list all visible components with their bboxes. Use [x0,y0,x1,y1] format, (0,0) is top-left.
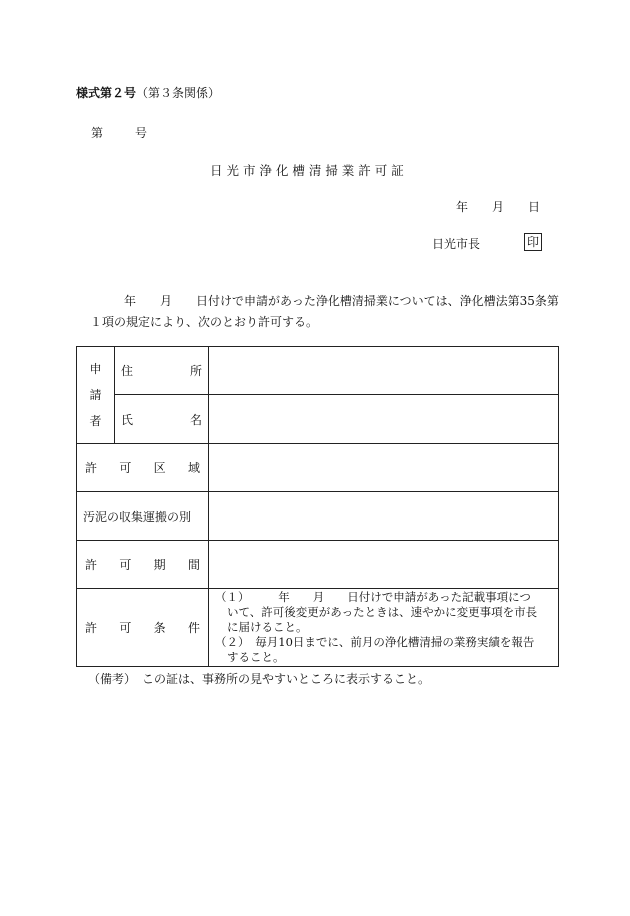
condition-1-line-2: いて、許可後変更があったときは、速やかに変更事項を市長 [227,605,538,619]
form-number: 様式第２号 [76,86,137,100]
number-suffix: 号 [135,126,148,140]
permit-period-label-2: 可 [119,558,132,572]
permit-area-label-3: 区 [153,461,166,475]
permit-conditions-label-4: 件 [187,621,200,635]
applicant-label-cell [77,347,115,444]
applicant-label-3: 者 [89,414,102,428]
permit-period-label-cell [77,541,209,589]
address-label-2: 所 [189,364,202,378]
name-label-cell [115,395,209,444]
permit-period-label-3: 期 [153,558,166,572]
form-header [76,84,220,101]
permit-area-field[interactable] [209,444,559,492]
issuer-name: 日光市長 [432,237,481,251]
address-field[interactable] [209,347,559,395]
permit-conditions-label-3: 条 [153,621,166,635]
permit-period-label-1: 許 [85,558,98,572]
permit-area-label-cell [77,444,209,492]
permit-conditions-text [209,589,559,667]
name-label-1: 氏 [121,412,134,427]
permit-area-label-4: 域 [187,461,200,475]
address-label-cell [115,347,209,395]
date-day: 日 [528,200,541,214]
name-field[interactable] [209,395,559,444]
related-article: （第３条関係） [136,86,221,100]
permit-table [76,346,559,667]
condition-1-line-1: （１） 年 月 日付けで申請があった記載事項につ [215,590,531,604]
condition-2-line-1: （２） 毎月10日までに、前月の浄化槽清掃の業務実績を報告 [215,635,535,649]
name-label-2: 名 [189,412,202,427]
sludge-label: 汚泥の収集運搬の別 [83,509,192,524]
applicant-label-1: 申 [89,362,102,376]
seal-mark: 印 [524,233,542,251]
date-year: 年 [456,200,469,214]
condition-1-line-3: に届けること。 [227,620,308,634]
document-title: 日 光 市 浄 化 槽 清 掃 業 許 可 証 [210,163,404,178]
permit-conditions-label-cell [77,589,209,667]
remarks-note: （備考） この証は、事務所の見やすいところに表示すること。 [88,672,431,686]
permit-period-field[interactable] [209,541,559,589]
number-prefix: 第 [91,126,104,140]
body-line-1: 年 月 日付けで申請があった浄化槽清掃業については、浄化槽法第35条第 [124,294,559,308]
address-label-1: 住 [121,364,134,378]
sludge-label-cell [77,492,209,541]
official-seal [524,233,542,251]
date-month: 月 [492,200,505,214]
permit-conditions-label-1: 許 [85,621,98,635]
condition-2-line-2: すること。 [227,650,285,664]
sludge-field[interactable] [209,492,559,541]
permit-conditions-label-2: 可 [119,621,132,635]
body-line-2: １項の規定により、次のとおり許可する。 [90,315,319,329]
applicant-label-2: 請 [89,388,102,402]
permit-area-label-1: 許 [85,461,98,475]
permit-period-label-4: 間 [187,558,200,572]
permit-area-label-2: 可 [119,461,132,475]
